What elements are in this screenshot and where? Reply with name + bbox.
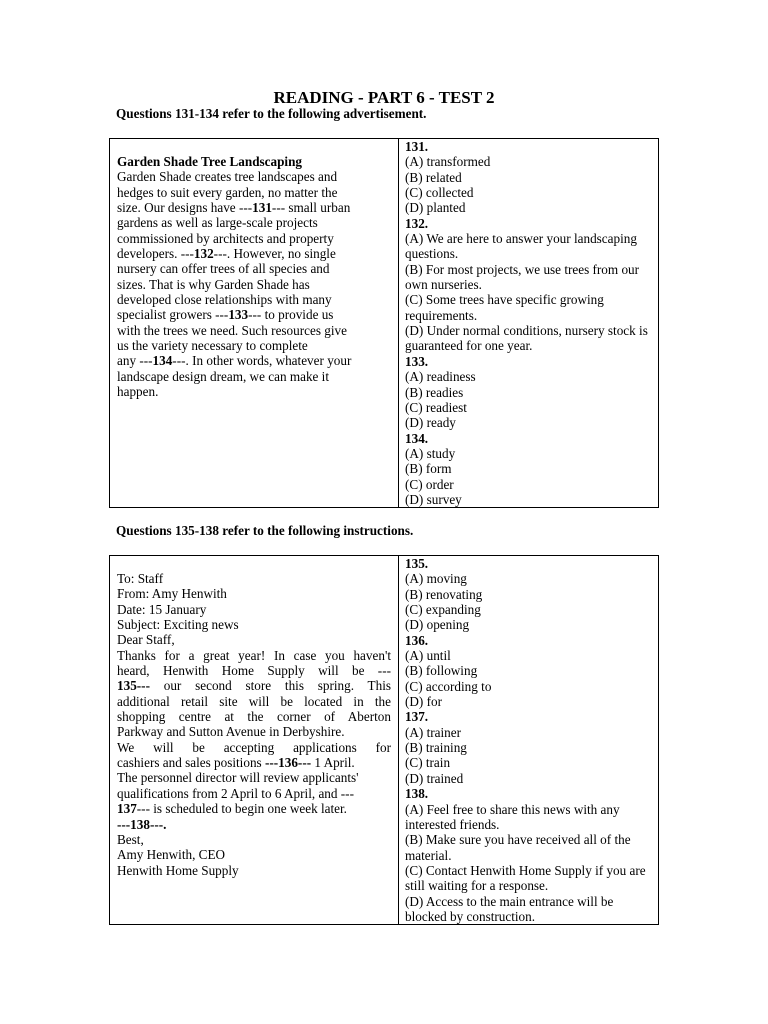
- question-list: [405, 556, 652, 924]
- passage-text-run: happen.: [117, 384, 159, 400]
- answer-option[interactable]: (B) readies: [405, 384, 464, 400]
- question-number: 131.: [405, 139, 429, 154]
- answer-options-cell: [399, 556, 659, 925]
- passage-line: [117, 169, 391, 184]
- question-number: 134.: [405, 430, 429, 446]
- passage-text-run: developers. ---: [117, 246, 194, 262]
- answer-option[interactable]: (D) survey: [405, 491, 462, 507]
- answer-option[interactable]: (A) moving: [405, 571, 467, 587]
- blank-number: 134: [152, 353, 173, 369]
- passage-cell: [110, 556, 399, 925]
- passage-cell: [110, 139, 399, 508]
- passage-line: [117, 261, 391, 276]
- passage-line: [117, 709, 391, 724]
- answer-option[interactable]: (C) according to: [405, 678, 492, 694]
- blank-number: 135---: [117, 678, 150, 694]
- passage-text-run: hedges to suit every garden, no matter the: [117, 184, 338, 200]
- passage-text-run: Garden Shade creates tree landscapes and: [117, 169, 338, 185]
- passage-line: [117, 231, 391, 246]
- passage-text-run: Amy Henwith, CEO: [117, 847, 226, 863]
- blank-number: 133: [228, 307, 249, 323]
- passage-text-run: developed close relationships with many: [117, 292, 332, 308]
- passage-text-run: 1 April.: [311, 755, 355, 771]
- passage-line: [117, 832, 391, 847]
- passage-text-run: heard, Henwith Home Supply will be ---: [117, 663, 391, 679]
- answer-option[interactable]: (C) order: [405, 476, 454, 492]
- passage-text-run: specialist growers ---: [117, 307, 229, 323]
- passage-text-run: From: Amy Henwith: [117, 586, 227, 602]
- passage-line: [117, 586, 391, 601]
- question-number: 138.: [405, 786, 429, 802]
- passage-text: [117, 169, 391, 399]
- answer-option[interactable]: (D) trained: [405, 770, 464, 786]
- answer-option[interactable]: (D) Under normal conditions, nursery stock is guaranteed for one year.: [405, 323, 648, 354]
- passage-text-run: us the variety necessary to complete: [117, 338, 308, 354]
- passage-text-run: shopping centre at the corner of Aberton: [117, 709, 391, 725]
- answer-option[interactable]: (D) planted: [405, 200, 466, 216]
- question-number: 136.: [405, 632, 429, 648]
- answer-option[interactable]: (C) expanding: [405, 602, 481, 618]
- passage-text-run: --- to provide us: [248, 307, 334, 323]
- answer-option[interactable]: (A) transformed: [405, 154, 491, 170]
- answer-option[interactable]: (A) We are here to answer your landscaping questions.: [405, 231, 637, 262]
- answer-option[interactable]: (B) For most projects, we use trees from our own nurseries.: [405, 261, 640, 293]
- answer-option[interactable]: (B) related: [405, 169, 462, 185]
- passage-text-run: cashiers and sales positions: [117, 755, 265, 771]
- question-number: 133.: [405, 353, 429, 369]
- answer-option[interactable]: (C) Contact Henwith Home Supply if you are still waiting for a response.: [405, 862, 646, 894]
- passage-line: [117, 338, 391, 353]
- passage-text-run: additional retail site will be located in the: [117, 693, 391, 709]
- passage-line: [117, 755, 391, 770]
- passage-text-run: any ---: [117, 353, 153, 369]
- answer-option[interactable]: (D) Access to the main entrance will be blocked by construction.: [405, 893, 614, 924]
- question-number: 135.: [405, 556, 429, 571]
- passage-text-run: landscape design dream, we can make it: [117, 368, 330, 384]
- passage-text-run: nursery can offer trees of all species and: [117, 261, 330, 277]
- passage-text-run: Parkway and Sutton Avenue in Derbyshire.: [117, 724, 345, 740]
- answer-option[interactable]: (B) Make sure you have received all of the material.: [405, 832, 631, 863]
- answer-option[interactable]: (A) until: [405, 648, 451, 664]
- passage-line: [117, 353, 391, 368]
- passage-text-run: Date: 15 January: [117, 601, 207, 617]
- answer-option[interactable]: (A) readiness: [405, 369, 476, 385]
- passage-line: [117, 724, 391, 739]
- passage-text-run: our second store this spring. This: [149, 678, 391, 694]
- blank-number: 137: [117, 801, 137, 817]
- passage-line: [117, 384, 391, 399]
- passage-text-run: To: Staff: [117, 571, 164, 586]
- passage-text-run: Best,: [117, 831, 144, 847]
- passage-text-run: gardens as well as large-scale projects: [117, 215, 318, 231]
- answer-option[interactable]: (A) study: [405, 445, 456, 461]
- blank-number: ---136---: [264, 755, 312, 771]
- passage-line: [117, 648, 391, 663]
- answer-option[interactable]: (C) train: [405, 755, 451, 771]
- passage-text-run: Subject: Exciting news: [117, 617, 239, 633]
- passage-line: [117, 663, 391, 678]
- passage-line: [117, 200, 391, 215]
- passage-line: [117, 801, 391, 816]
- passage-text-run: Dear Staff,: [117, 632, 175, 648]
- passage-line: [117, 215, 391, 230]
- answer-option[interactable]: (C) readiest: [405, 399, 467, 415]
- passage-line: [117, 277, 391, 292]
- passage-line: [117, 246, 391, 261]
- passage-line: [117, 307, 391, 322]
- passage-text-run: commissioned by architects and property: [117, 230, 334, 246]
- blank-number: ---138---.: [117, 816, 167, 832]
- blank-number: 131: [252, 200, 272, 216]
- passage-text-run: with the trees we need. Such resources give: [117, 322, 347, 338]
- passage-heading: Garden Shade Tree Landscaping: [117, 154, 303, 169]
- passage-line: [117, 617, 391, 632]
- passage-text-run: Thanks for a great year! In case you haven't: [117, 647, 391, 663]
- passage-text-run: The personnel director will review applicants': [117, 770, 359, 786]
- passage-text: [117, 571, 391, 878]
- answer-option[interactable]: (D) ready: [405, 415, 456, 431]
- passage-line: [117, 602, 391, 617]
- question-table-131-134: [109, 138, 659, 508]
- passage-text-run: sizes. That is why Garden Shade has: [117, 276, 310, 292]
- passage-line: [117, 571, 391, 586]
- passage-line: [117, 632, 391, 647]
- question-list: [405, 139, 652, 507]
- passage-line: [117, 863, 391, 878]
- passage-line: [117, 817, 391, 832]
- passage-line: [117, 770, 391, 785]
- passage-line: [117, 847, 391, 862]
- passage-line: [117, 292, 391, 307]
- passage-line: [117, 786, 391, 801]
- answer-option[interactable]: (C) Some trees have specific growing requirements.: [405, 292, 604, 323]
- answer-option[interactable]: (D) for: [405, 694, 442, 710]
- answer-option[interactable]: (B) following: [405, 663, 478, 679]
- answer-option[interactable]: (D) opening: [405, 617, 470, 633]
- passage-text-run: --- is scheduled to begin one week later.: [136, 801, 347, 817]
- question-number: 137.: [405, 709, 429, 725]
- passage-line: [117, 678, 391, 693]
- passage-text-run: We will be accepting applications for: [117, 739, 391, 755]
- passage-line: [117, 185, 391, 200]
- page-title: READING - PART 6 - TEST 2: [273, 88, 495, 107]
- answer-option[interactable]: (A) trainer: [405, 724, 462, 740]
- question-number: 132.: [405, 215, 429, 231]
- section-intro-131-134: Questions 131-134 refer to the following advertisement.: [116, 106, 427, 121]
- answer-options-cell: [399, 139, 659, 508]
- passage-text-run: ---. In other words, whatever your: [172, 353, 352, 369]
- answer-option[interactable]: (C) collected: [405, 185, 474, 201]
- passage-text-run: Henwith Home Supply: [117, 862, 239, 878]
- answer-option[interactable]: (A) Feel free to share this news with any interested friends.: [405, 801, 620, 832]
- blank-number: 132: [193, 246, 214, 262]
- passage-text-run: qualifications from 2 April to 6 April, and ---: [117, 785, 354, 801]
- passage-line: [117, 740, 391, 755]
- passage-line: [117, 369, 391, 384]
- answer-option[interactable]: (B) renovating: [405, 586, 483, 602]
- passage-text-run: size. Our designs have ---: [117, 200, 253, 216]
- section-intro-135-138: Questions 135-138 refer to the following instructions.: [116, 523, 414, 538]
- passage-line: [117, 694, 391, 709]
- question-table-135-138: [109, 555, 659, 925]
- passage-text-run: ---. However, no single: [213, 246, 336, 262]
- passage-text-run: --- small urban: [271, 200, 351, 216]
- passage-line: [117, 323, 391, 338]
- answer-option[interactable]: (B) form: [405, 461, 452, 477]
- answer-option[interactable]: (B) training: [405, 740, 467, 756]
